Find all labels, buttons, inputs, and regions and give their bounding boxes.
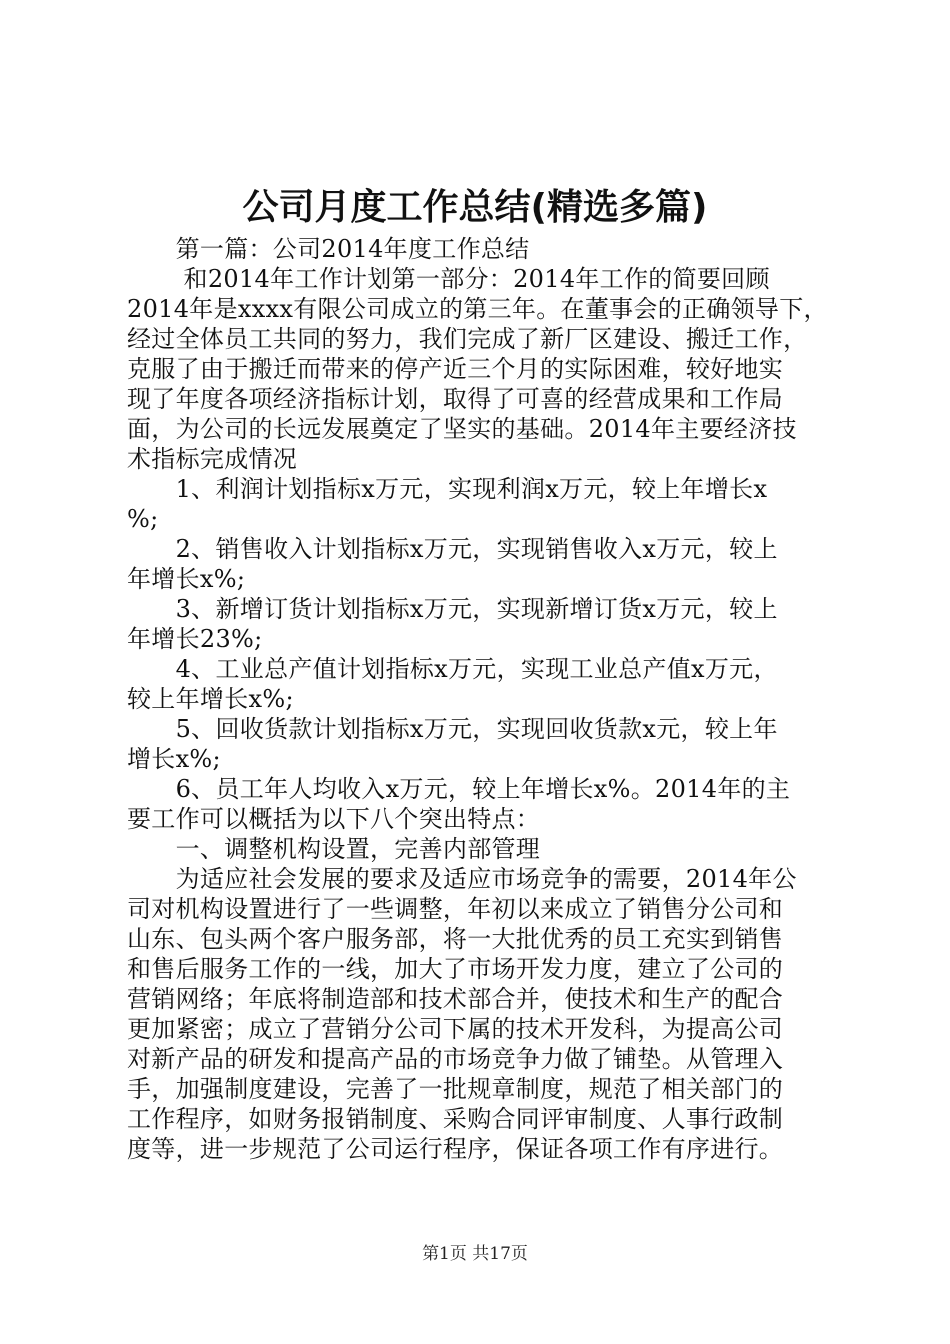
text-line: 第一篇：公司2014年度工作总结 [127,235,530,263]
text-line: 面，为公司的长远发展奠定了坚实的基础。2014年主要经济技 [127,415,797,443]
document-body [127,234,831,1164]
text-line: %; [127,505,159,533]
text-line: 6、员工年人均收入x万元，较上年增长x%。2014年的主 [127,775,791,803]
text-line: 年增长23%; [127,625,263,653]
text-line: 增长x%; [127,745,221,773]
page-number-footer: 第1页 共17页 [422,1244,528,1264]
text-line: 工作程序，如财务报销制度、采购合同评审制度、人事行政制 [127,1105,784,1133]
text-line: 和2014年工作计划第一部分：2014年工作的简要回顾 [127,265,770,293]
text-line: 山东、包头两个客户服务部，将一大批优秀的员工充实到销售 [127,925,784,953]
text-line: 手，加强制度建设，完善了一批规章制度，规范了相关部门的 [127,1075,784,1103]
text-line: 营销网络；年底将制造部和技术部合并，使技术和生产的配合 [127,985,784,1013]
text-line: 经过全体员工共同的努力，我们完成了新厂区建设、搬迁工作， [127,325,808,353]
text-line: 较上年增长x%; [127,685,294,713]
text-line: 为适应社会发展的要求及适应市场竞争的需要，2014年公 [127,865,797,893]
text-line: 一、调整机构设置，完善内部管理 [127,835,541,863]
text-line: 年增长x%; [127,565,246,593]
text-line: 克服了由于搬迁而带来的停产近三个月的实际困难，较好地实 [127,355,784,383]
document-title: 公司月度工作总结(精选多篇) [242,187,708,228]
text-line: 要工作可以概括为以下八个突出特点： [127,805,541,833]
text-line: 2014年是xxxx有限公司成立的第三年。在董事会的正确领导下， [127,295,828,323]
text-line: 对新产品的研发和提高产品的市场竞争力做了铺垫。从管理入 [127,1045,784,1073]
text-line: 术指标完成情况 [127,445,298,473]
text-line: 度等，进一步规范了公司运行程序，保证各项工作有序进行。 [127,1135,784,1163]
text-line: 现了年度各项经济指标计划，取得了可喜的经营成果和工作局 [127,385,784,413]
text-line: 和售后服务工作的一线，加大了市场开发力度，建立了公司的 [127,955,784,983]
text-line: 3、新增订货计划指标x万元，实现新增订货x万元，较上 [127,595,778,623]
text-line: 司对机构设置进行了一些调整，年初以来成立了销售分公司和 [127,895,784,923]
text-line: 1、利润计划指标x万元，实现利润x万元，较上年增长x [127,475,768,503]
text-line: 2、销售收入计划指标x万元，实现销售收入x万元，较上 [127,535,778,563]
text-line: 5、回收货款计划指标x万元，实现回收货款x元，较上年 [127,715,778,743]
text-line: 更加紧密；成立了营销分公司下属的技术开发科，为提高公司 [127,1015,784,1043]
text-line: 4、工业总产值计划指标x万元，实现工业总产值x万元， [127,655,778,683]
